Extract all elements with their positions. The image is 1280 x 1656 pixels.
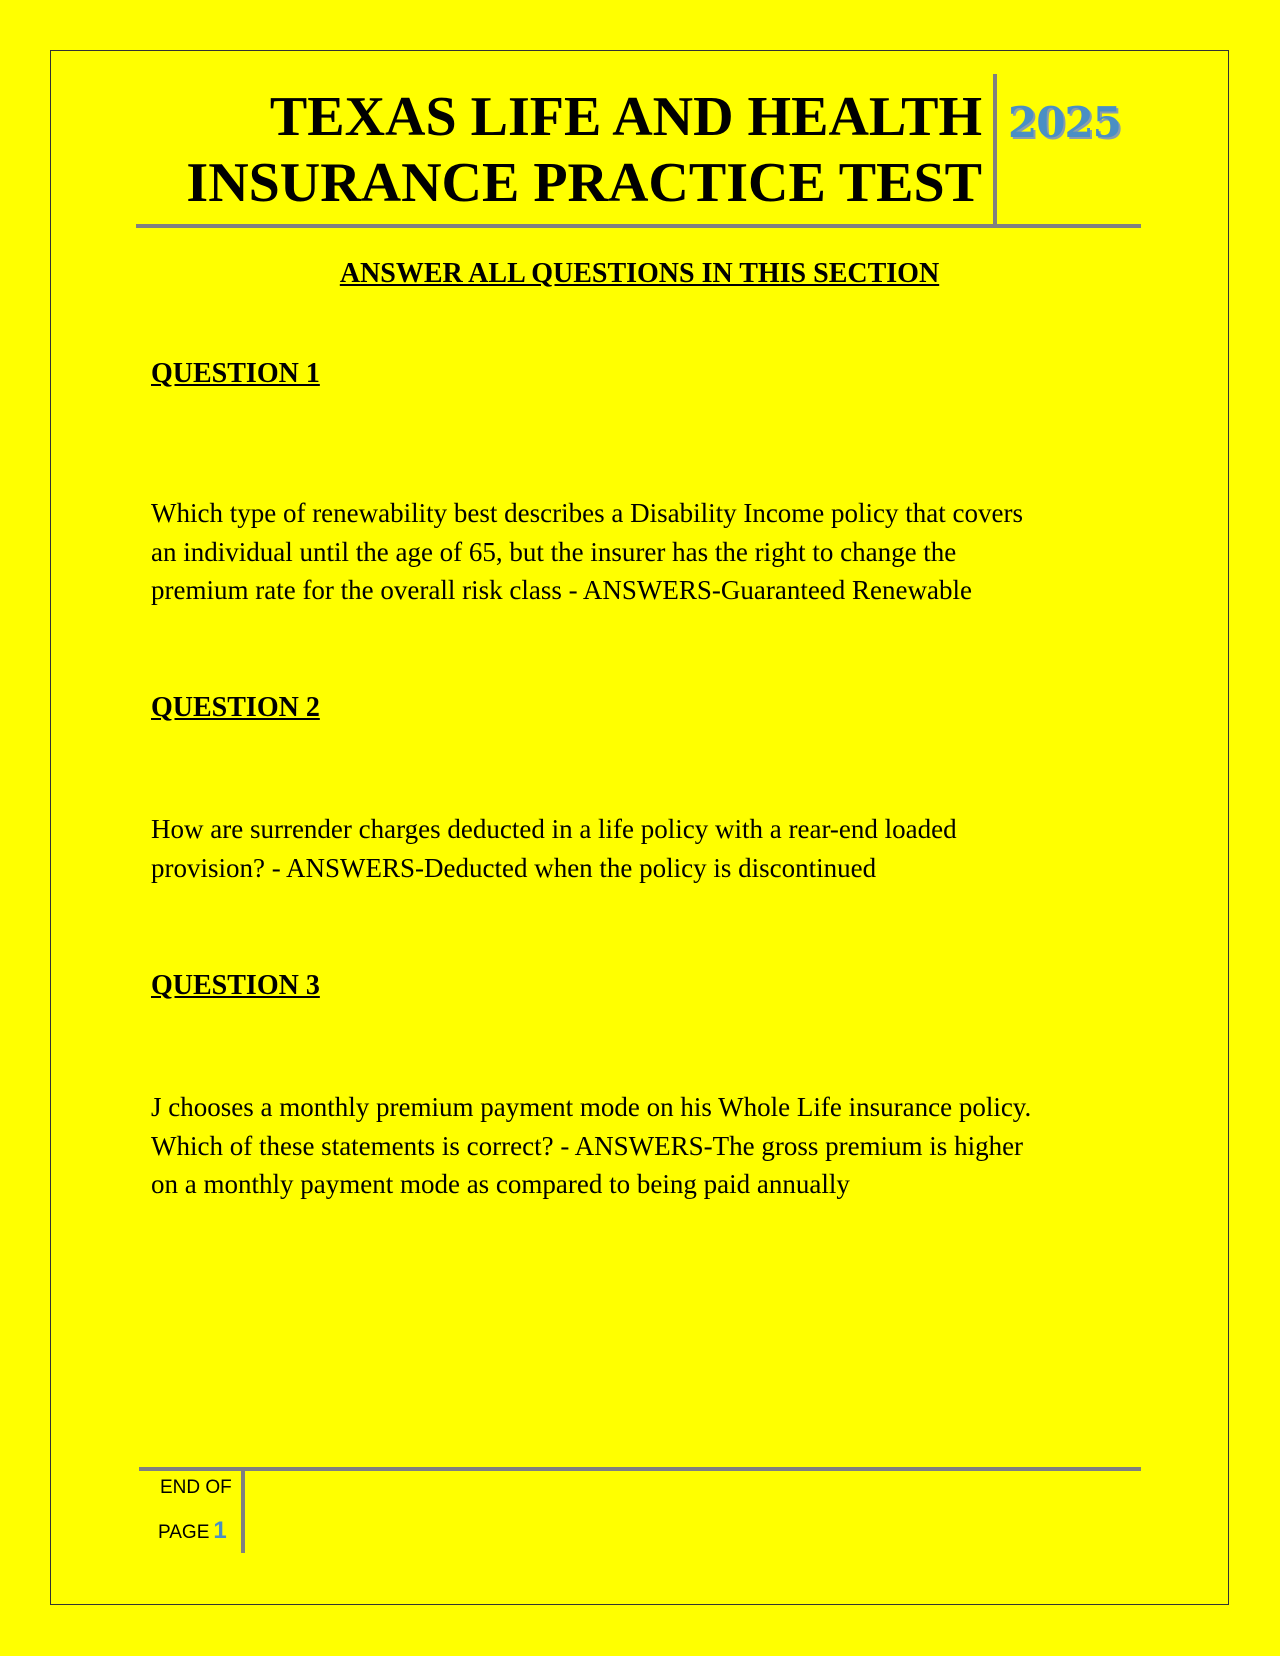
question-3-line: on a monthly payment mode as compared to being paid annually [151,1169,850,1199]
document-title [138,84,982,216]
header-vertical-divider [993,74,997,226]
question-3-label: QUESTION 3 [151,970,320,1001]
question-1-label: QUESTION 1 [151,358,320,389]
question-3-text [151,1088,1131,1204]
question-3-line: Which of these statements is correct? - ANSWERS-The gross premium is higher [151,1130,1024,1161]
question-2-label: QUESTION 2 [151,692,320,723]
footer-page-number: 1 [213,1517,227,1544]
question-3-line: J chooses a monthly premium payment mode on his Whole Life insurance policy. [151,1092,1032,1122]
question-1-line: premium rate for the overall risk class - ANSWERS-Guaranteed Renewable [151,575,972,605]
footer-vertical-divider [241,1471,245,1553]
footer-rule [139,1467,1141,1471]
question-1-text [151,494,1131,610]
question-2-line: provision? - ANSWERS-Deducted when the policy is discontinued [151,852,877,883]
section-heading: ANSWER ALL QUESTIONS IN THIS SECTION [339,258,940,289]
header-year: 2025 [1008,98,1121,147]
question-1-line: Which type of renewability best describes a Disability Income policy that covers [151,498,1023,528]
question-2-line: How are surrender charges deducted in a life policy with a rear-end loaded [151,814,957,844]
header-rule [136,224,1141,228]
title-line-2: INSURANCE PRACTICE TEST [186,152,982,214]
footer-end-of: END OF [160,1477,232,1498]
footer-page [158,1518,227,1546]
title-line-1: TEXAS LIFE AND HEALTH [269,86,982,148]
question-2-text [151,810,1131,887]
question-1-line: an individual until the age of 65, but the insurer has the right to change the [151,536,957,567]
footer-page-label: PAGE [158,1522,210,1543]
